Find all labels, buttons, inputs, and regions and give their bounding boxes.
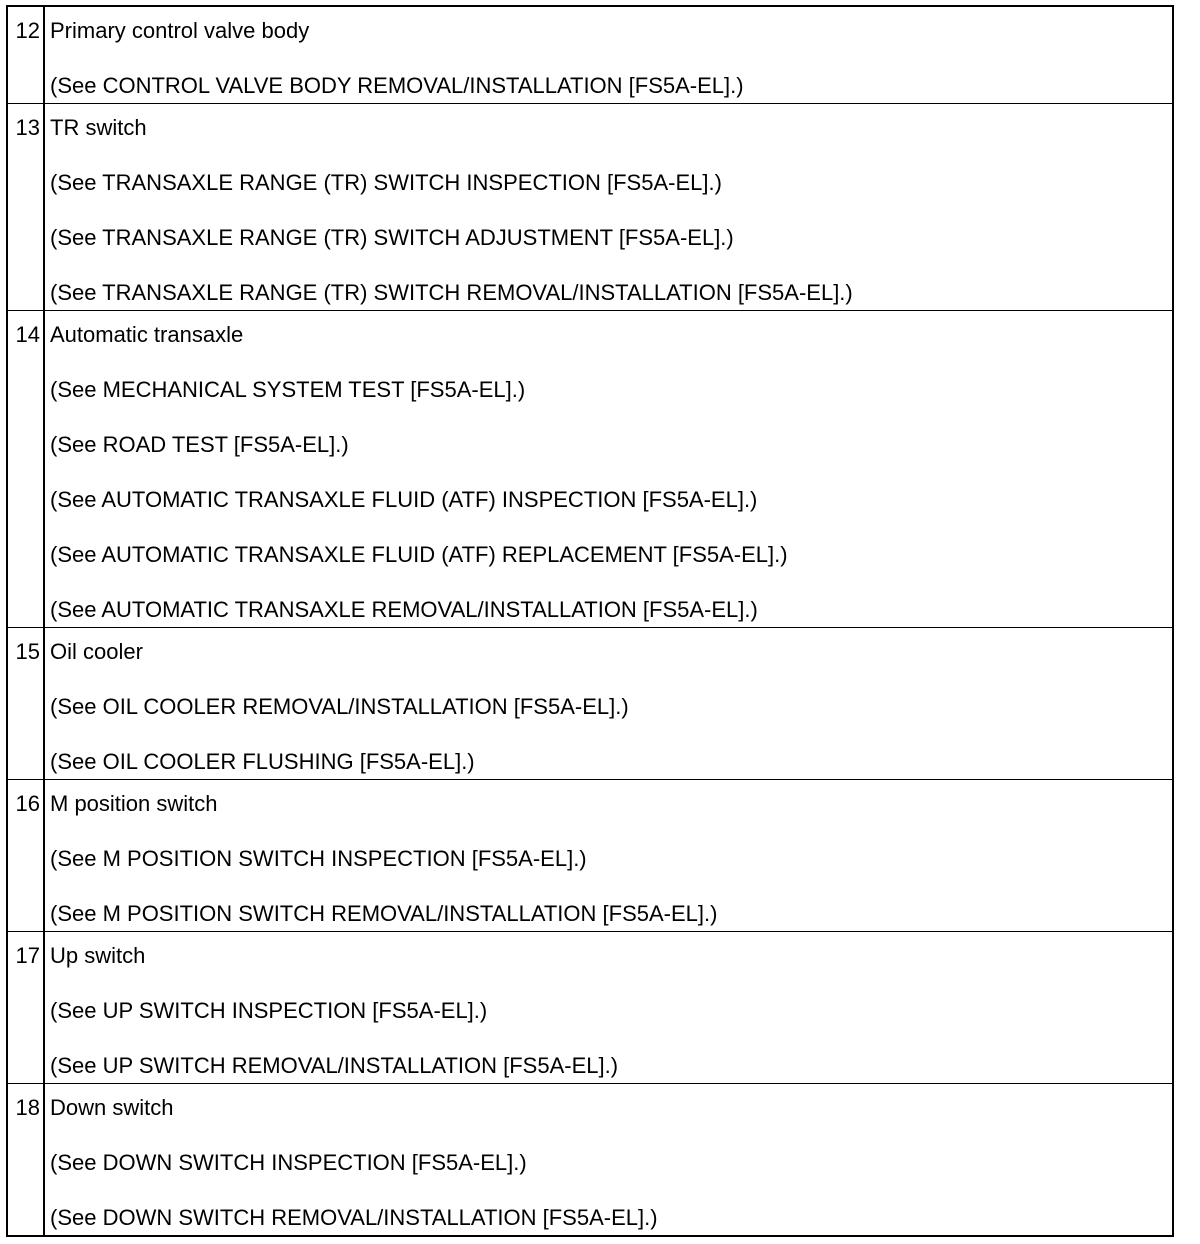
item-title: M position switch bbox=[50, 791, 218, 816]
item-number: 12 bbox=[8, 7, 45, 103]
reference-link[interactable]: (See M POSITION SWITCH REMOVAL/INSTALLATION [FS5A-EL].) bbox=[50, 901, 718, 926]
item-title: Down switch bbox=[50, 1095, 174, 1120]
table-row bbox=[8, 310, 1172, 627]
item-content bbox=[45, 7, 1172, 103]
reference-link[interactable]: (See AUTOMATIC TRANSAXLE FLUID (ATF) REPLACEMENT [FS5A-EL].) bbox=[50, 542, 788, 567]
reference-link[interactable]: (See UP SWITCH REMOVAL/INSTALLATION [FS5A-EL].) bbox=[50, 1053, 619, 1078]
table-row bbox=[8, 779, 1172, 931]
item-number: 17 bbox=[8, 932, 45, 1083]
reference-link[interactable]: (See TRANSAXLE RANGE (TR) SWITCH ADJUSTMENT [FS5A-EL].) bbox=[50, 225, 734, 250]
reference-link[interactable]: (See OIL COOLER FLUSHING [FS5A-EL].) bbox=[50, 749, 475, 774]
item-title: Oil cooler bbox=[50, 639, 143, 664]
reference-link[interactable]: (See TRANSAXLE RANGE (TR) SWITCH INSPECTION [FS5A-EL].) bbox=[50, 170, 722, 195]
item-content bbox=[45, 104, 1172, 310]
reference-link[interactable]: (See OIL COOLER REMOVAL/INSTALLATION [FS5A-EL].) bbox=[50, 694, 629, 719]
table-row bbox=[8, 7, 1172, 103]
item-number: 16 bbox=[8, 780, 45, 931]
reference-link[interactable]: (See ROAD TEST [FS5A-EL].) bbox=[50, 432, 349, 457]
reference-link[interactable]: (See UP SWITCH INSPECTION [FS5A-EL].) bbox=[50, 998, 488, 1023]
reference-link[interactable]: (See MECHANICAL SYSTEM TEST [FS5A-EL].) bbox=[50, 377, 526, 402]
table-row bbox=[8, 103, 1172, 310]
item-content bbox=[45, 780, 1172, 931]
reference-link[interactable]: (See AUTOMATIC TRANSAXLE REMOVAL/INSTALLATION [FS5A-EL].) bbox=[50, 597, 758, 622]
reference-link[interactable]: (See CONTROL VALVE BODY REMOVAL/INSTALLATION [FS5A-EL].) bbox=[50, 73, 744, 98]
item-number: 15 bbox=[8, 628, 45, 779]
item-content bbox=[45, 932, 1172, 1083]
item-content bbox=[45, 311, 1172, 627]
item-number: 18 bbox=[8, 1084, 45, 1235]
table-row bbox=[8, 931, 1172, 1083]
reference-link[interactable]: (See M POSITION SWITCH INSPECTION [FS5A-EL].) bbox=[50, 846, 587, 871]
item-content bbox=[45, 628, 1172, 779]
table-row bbox=[8, 1083, 1172, 1235]
item-content bbox=[45, 1084, 1172, 1235]
table-row bbox=[8, 627, 1172, 779]
item-title: TR switch bbox=[50, 115, 147, 140]
item-title: Primary control valve body bbox=[50, 18, 310, 43]
reference-link[interactable]: (See AUTOMATIC TRANSAXLE FLUID (ATF) INSPECTION [FS5A-EL].) bbox=[50, 487, 758, 512]
reference-link[interactable]: (See TRANSAXLE RANGE (TR) SWITCH REMOVAL/INSTALLATION [FS5A-EL].) bbox=[50, 280, 853, 305]
reference-link[interactable]: (See DOWN SWITCH INSPECTION [FS5A-EL].) bbox=[50, 1150, 527, 1175]
item-number: 13 bbox=[8, 104, 45, 310]
component-reference-table bbox=[6, 5, 1174, 1237]
reference-link[interactable]: (See DOWN SWITCH REMOVAL/INSTALLATION [FS5A-EL].) bbox=[50, 1205, 658, 1230]
item-title: Automatic transaxle bbox=[50, 322, 244, 347]
item-number: 14 bbox=[8, 311, 45, 627]
item-title: Up switch bbox=[50, 943, 146, 968]
